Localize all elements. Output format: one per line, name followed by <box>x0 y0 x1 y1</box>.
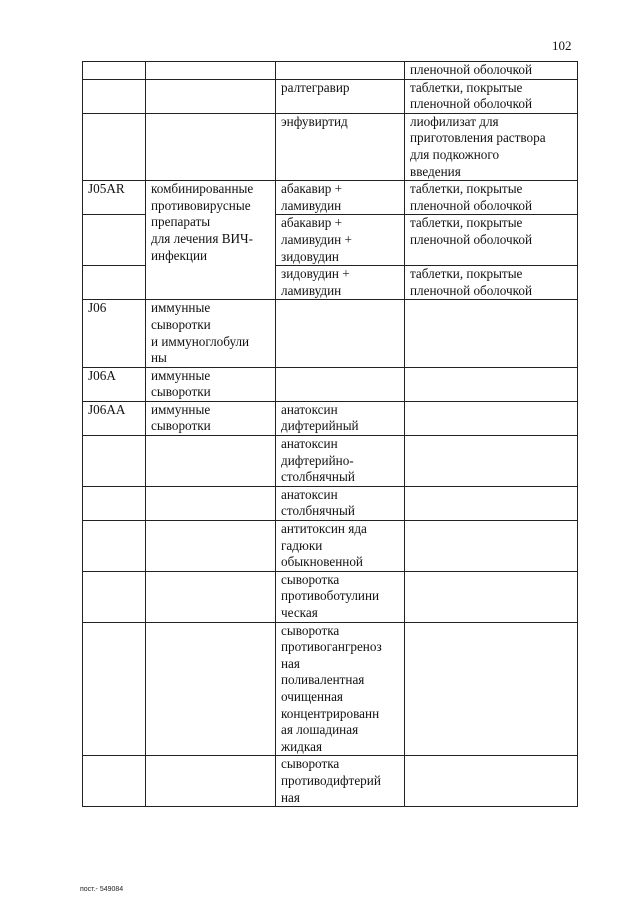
drug-cell: абакавир + ламивудин + зидовудин <box>276 215 405 266</box>
form-cell <box>405 300 578 367</box>
group-cell: иммунные сыворотки <box>146 367 276 401</box>
form-cell <box>405 486 578 520</box>
form-cell <box>405 622 578 756</box>
table-row <box>83 367 578 401</box>
table-row <box>83 486 578 520</box>
atc-code-cell <box>83 62 146 80</box>
footer-doc-id: пост.- 549084 <box>80 886 124 893</box>
group-cell <box>146 113 276 180</box>
atc-code-cell: J06AA <box>83 401 146 435</box>
form-cell <box>405 401 578 435</box>
drug-cell: зидовудин + ламивудин <box>276 266 405 300</box>
table-row <box>83 113 578 180</box>
drug-cell: сыворотка противогангреноз ная поливалентная очищенная концентрированн ая лошадиная жидкая <box>276 622 405 756</box>
atc-code-cell: J05AR <box>83 181 146 215</box>
drug-cell: анатоксин дифтерийный <box>276 401 405 435</box>
drug-cell: сыворотка противодифтерий ная <box>276 756 405 807</box>
group-cell <box>146 436 276 487</box>
drug-cell: сыворотка противоботулини ческая <box>276 571 405 622</box>
drug-cell: абакавир + ламивудин <box>276 181 405 215</box>
form-cell <box>405 436 578 487</box>
drug-table <box>82 61 578 807</box>
form-cell: таблетки, покрытые пленочной оболочкой <box>405 181 578 215</box>
form-cell <box>405 571 578 622</box>
form-cell <box>405 756 578 807</box>
group-cell: иммунные сыворотки <box>146 401 276 435</box>
atc-code-cell: J06 <box>83 300 146 367</box>
atc-code-cell <box>83 571 146 622</box>
atc-code-cell <box>83 521 146 572</box>
atc-code-cell <box>83 436 146 487</box>
atc-code-cell <box>83 113 146 180</box>
atc-code-cell <box>83 266 146 300</box>
drug-cell <box>276 62 405 80</box>
drug-cell: антитоксин яда гадюки обыкновенной <box>276 521 405 572</box>
table-row <box>83 622 578 756</box>
table-row <box>83 401 578 435</box>
drug-cell: анатоксин столбнячный <box>276 486 405 520</box>
group-cell <box>146 622 276 756</box>
atc-code-cell <box>83 486 146 520</box>
drug-cell <box>276 300 405 367</box>
page-number: 102 <box>552 38 572 53</box>
drug-cell: ралтегравир <box>276 79 405 113</box>
group-cell <box>146 756 276 807</box>
group-cell <box>146 486 276 520</box>
drug-cell: анатоксин дифтерийно- столбнячный <box>276 436 405 487</box>
atc-code-cell <box>83 215 146 266</box>
table-row <box>83 62 578 80</box>
form-cell: таблетки, покрытые пленочной оболочкой <box>405 79 578 113</box>
group-cell: иммунные сыворотки и иммуноглобули ны <box>146 300 276 367</box>
table-row <box>83 79 578 113</box>
table-row <box>83 181 578 215</box>
atc-code-cell <box>83 79 146 113</box>
form-cell: пленочной оболочкой <box>405 62 578 80</box>
group-cell <box>146 62 276 80</box>
table-row <box>83 756 578 807</box>
atc-code-cell: J06A <box>83 367 146 401</box>
drug-cell: энфувиртид <box>276 113 405 180</box>
table-row <box>83 521 578 572</box>
atc-code-cell <box>83 756 146 807</box>
form-cell <box>405 521 578 572</box>
group-cell: комбинированные противовирусные препараты для лечения ВИЧ- инфекции <box>146 181 276 300</box>
group-cell <box>146 79 276 113</box>
drug-cell <box>276 367 405 401</box>
atc-code-cell <box>83 622 146 756</box>
group-cell <box>146 521 276 572</box>
form-cell: лиофилизат для приготовления раствора для подкожного введения <box>405 113 578 180</box>
table-row <box>83 571 578 622</box>
form-cell: таблетки, покрытые пленочной оболочкой <box>405 215 578 266</box>
table-row <box>83 300 578 367</box>
group-cell <box>146 571 276 622</box>
form-cell: таблетки, покрытые пленочной оболочкой <box>405 266 578 300</box>
table-row <box>83 436 578 487</box>
form-cell <box>405 367 578 401</box>
